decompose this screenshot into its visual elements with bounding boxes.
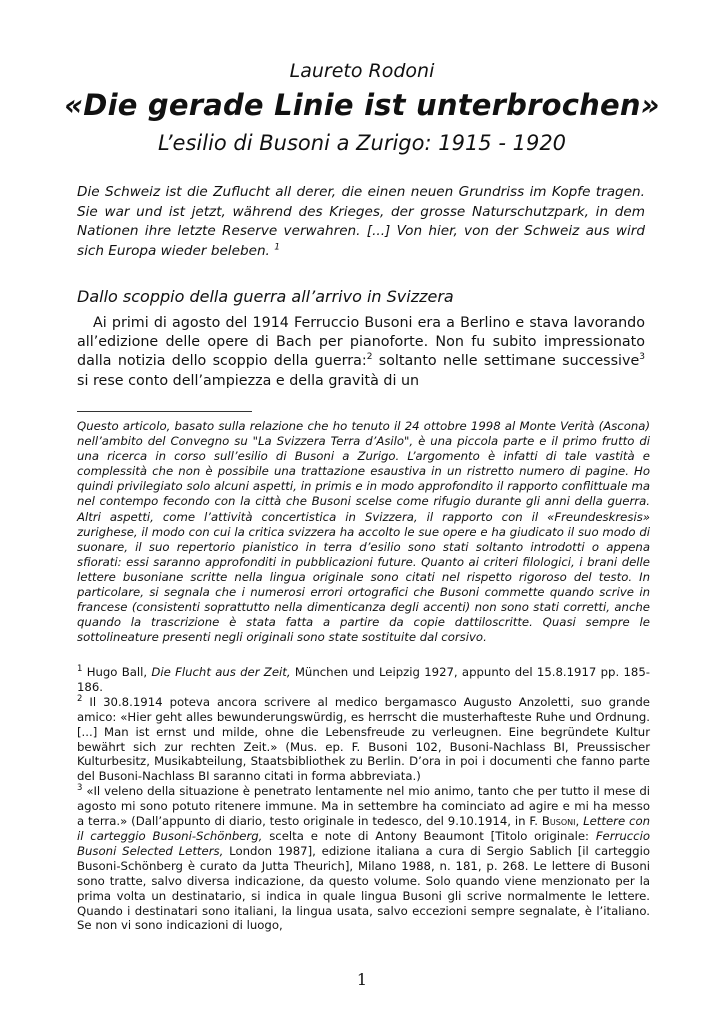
footnote-3 [77, 784, 650, 933]
footnote-number: 2 [77, 693, 83, 704]
paragraph-text-part3: si rese conto dell’ampiezza e della gravità di un [77, 372, 420, 389]
epigraph [77, 183, 645, 261]
body-paragraph [77, 314, 645, 391]
footnote-text: scelta e note di Antony Beaumont [Titolo originale: [262, 828, 596, 843]
footnote-1 [77, 665, 650, 695]
footnote-number: 1 [77, 664, 83, 675]
footnote-text: «Il veleno della situazione è penetrato lentamente nel mio animo, tanto che per tutto il mese di agosto mi sono potuto ritenere immune. Ma in settembre ha cominciato ad agire e mi ha messo a terra.» (Dall’appunto di diario, testo originale in tedesco, del 9.10.1914, in F. [77, 784, 650, 829]
author-note: Questo articolo, basato sulla relazione che ho tenuto il 24 ottobre 1998 al Monte Verità (Ascona) nell’ambito del Convegno su "La Svizzera Terra d’Asilo", è una piccola parte e il primo frutto di una ricerca in corso sull’esilio di Busoni a Zurigo. L’argomento è infatti di tale vastità e complessità che non è possibile una trattazione esaustiva in un ristretto numero di pagine. Ho quindi privilegiato solo alcuni aspetti, in primis e in modo approfondito il rapporto conflittuale ma nel contempo fecondo con la città che Busoni scelse come rifugio durante gli anni della guerra. Altri aspetti, come l’attività concertistica in Svizzera, il rapporto con il «Freundeskresis» zurighese, il modo con cui la critica svizzera ha accolto le sue opere e ha giudicato il suo modo di suonare, il suo repertorio pianistico in terra d’esilio sono stati soltanto introdotti o appena sfiorati: essi saranno approfonditi in pubblicazioni future. Quanto ai criteri filologici, i brani delle lettere busoniane scritte nella lingua originale sono citati nel rispetto rigoroso del testo. In particolare, si segnala che i numerosi errori ortografici che Busoni commette quando scrive in francese (consistenti soprattutto nella dimenticanza degli accenti) non sono stati corretti, anche quando la trascrizione è stata fatta a partire da copie dattiloscritte. Quasi sempre le sottolineature presenti negli originali sono state sostituite dal corsivo. [77, 419, 650, 645]
footnote-text: London 1987], edizione italiana a cura di Sergio Sablich [il carteggio Busoni-Schönberg è curato da Jutta Theurich], Milano 1988, n. 181, p. 268. Le lettere di Busoni sono tratte, salvo diversa indicazione, da questo volume. Solo quando viene menzionato per la prima volta un destinatario, si indica in quale lingua Busoni gli scrive normalmente le lettere. Quando i destinatari sono italiani, la lingua usata, salvo eccezioni sempre segnalate, è l’italiano. Se non vi sono indicazioni di luogo, [77, 843, 650, 933]
footnote-ref-3[interactable]: 3 [639, 352, 646, 363]
footnote-author: Busoni [541, 814, 576, 829]
article-subtitle: L’esilio di Busoni a Zurigo: 1915 - 1920 [157, 131, 567, 155]
footnotes [77, 665, 650, 933]
footnote-text: München und Leipzig 1927, appunto del 15.8.1917 pp. 185-186. [77, 665, 650, 694]
footnote-number: 3 [77, 783, 83, 794]
footnote-book-title: Die Flucht aus der Zeit, [151, 665, 291, 679]
footnote-book-title: Lettere con il carteggio Busoni-Schönberg, [77, 814, 650, 843]
page-number: 1 [356, 970, 368, 989]
footnote-text: Hugo Ball, [82, 665, 152, 679]
footnote-ref-1[interactable]: 1 [274, 242, 280, 253]
article-title: «Die gerade Linie ist unterbrochen» [64, 88, 660, 122]
author-name: Laureto Rodoni [289, 60, 435, 82]
section-heading: Dallo scoppio della guerra all’arrivo in Svizzera [77, 287, 454, 306]
paragraph-text-part2: soltanto nelle settimane successive [372, 353, 640, 370]
footnote-book-title: Ferruccio Busoni Selected Letters, [77, 828, 650, 858]
footnote-2 [77, 695, 650, 784]
epigraph-text: Die Schweiz ist die Zuflucht all derer, die einen neuen Grundriss im Kopfe tragen. Sie war und ist jetzt, während des Krieges, der grosse Naturschutzpark, in dem Nationen ihre letzte Reserve verwahren. [...] Von hier, von der Schweiz aus wird sich Europa wieder beleben. [77, 184, 645, 259]
paragraph-text-part1: Ai primi di agosto del 1914 Ferruccio Busoni era a Berlino e stava lavorando all’edizione delle opere di Bach per pianoforte. Non fu subito impressionato dalla notizia dello scoppio della guerra: [77, 315, 645, 370]
footnote-text: Il 30.8.1914 poteva ancora scrivere al medico bergamasco Augusto Anzoletti, suo grande amico: «Hier geht alles bewunderungswürdig, es herrscht die musterhafteste Ruhe und Ordnung. [...] Man ist ernst und milde, ohne die Lebensfreude zu verleugnen. Eine begründete Kultur bewährt sich zur rechten Zeit.» (Mus. ep. F. Busoni 102, Busoni-Nachlass BI, Preussischer Kulturbesitz, Musikabteilung, Staatsbibliothek zu Berlin. D’ora in poi i documenti che fanno parte del Busoni-Nachlass BI saranno citati in forma abbreviata.) [77, 694, 650, 784]
footnote-text: , [575, 814, 584, 829]
footnote-divider [77, 411, 252, 412]
footnote-ref-2[interactable]: 2 [366, 352, 373, 363]
